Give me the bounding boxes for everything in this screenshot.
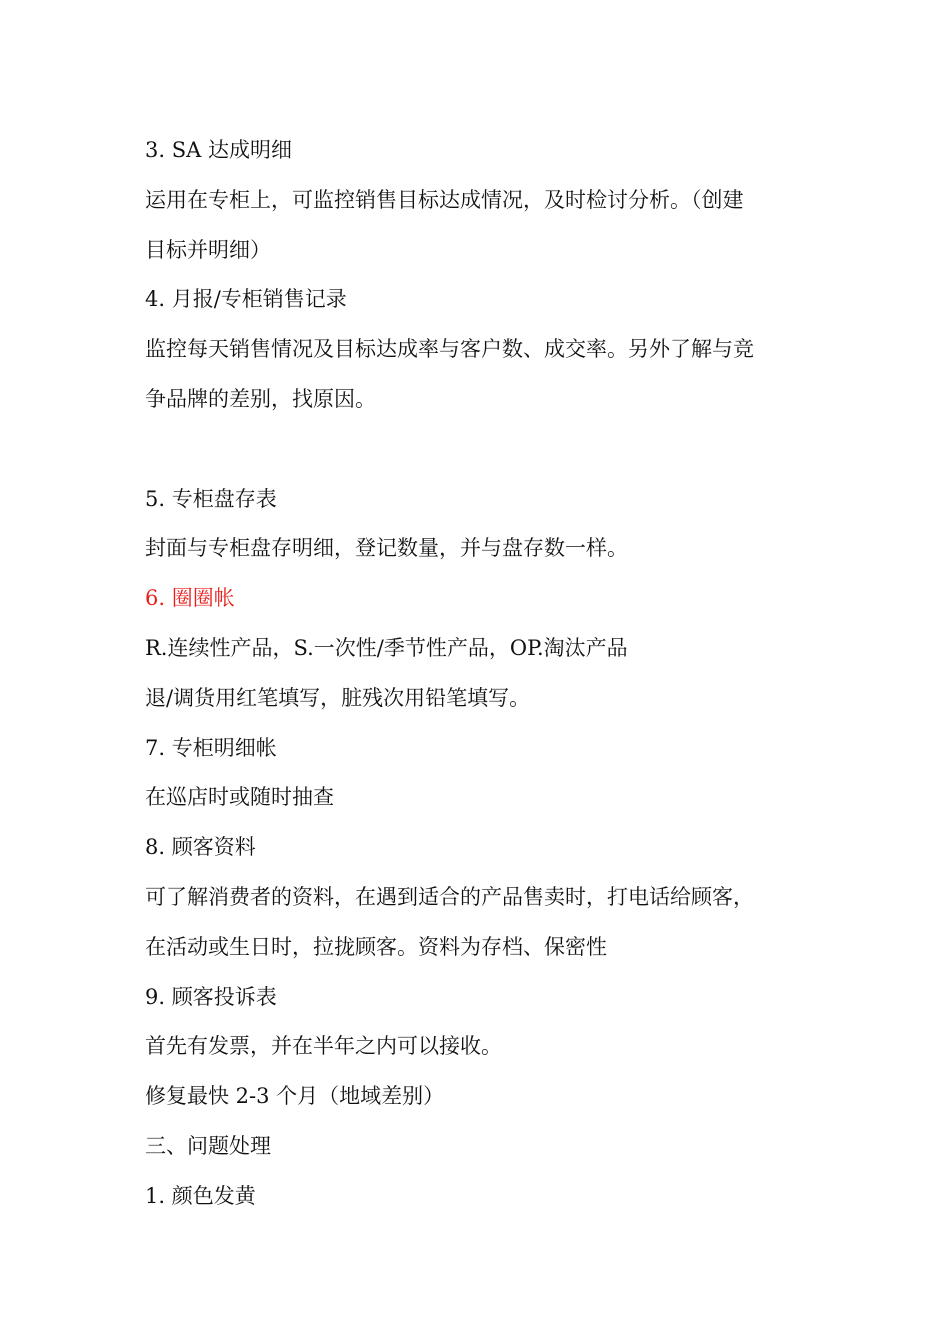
heading-monthly-report: 4. 月报/专柜销售记录 (145, 287, 347, 312)
heading-inventory-table: 5. 专柜盘存表 (145, 486, 277, 511)
blank-line (145, 427, 825, 477)
heading-sa-achievement-detail: 3. SA 达成明细 (145, 138, 292, 162)
heading-counter-detail-ledger: 7. 专柜明细帐 (145, 735, 277, 760)
paragraph-line: 封面与专柜盘存明细，登记数量，并与盘存数一样。 (145, 536, 628, 561)
paragraph-line: 修复最快 2-3 个月（地域差别） (145, 1084, 445, 1109)
paragraph-line: 监控每天销售情况及目标达成率与客户数、成交率。另外了解与竞 (145, 337, 754, 362)
paragraph-line: 可了解消费者的资料，在遇到适合的产品售卖时，打电话给顾客， (145, 884, 754, 909)
paragraph-line: 目标并明细） (145, 237, 271, 262)
paragraph-line: 首先有发票，并在半年之内可以接收。 (145, 1034, 502, 1059)
paragraph-line: 退/调货用红笔填写，脏残次用铅笔填写。 (145, 685, 531, 710)
document-body (145, 128, 825, 1224)
heading-complaint-form: 9. 顾客投诉表 (145, 984, 277, 1009)
paragraph-line: 争品牌的差别，找原因。 (145, 386, 376, 411)
paragraph-line: R.连续性产品，S.一次性/季节性产品，OP.淘汰产品 (145, 635, 628, 660)
paragraph-line: 在巡店时或随时抽查 (145, 785, 334, 810)
section-heading-problem-handling: 三、问题处理 (145, 1133, 271, 1158)
paragraph-line: 在活动或生日时，拉拢顾客。资料为存档、保密性 (145, 934, 607, 959)
paragraph-line: 运用在专柜上，可监控销售目标达成情况，及时检讨分析。（创建 (145, 187, 744, 212)
heading-customer-info: 8. 顾客资料 (145, 835, 256, 860)
heading-circle-ledger: 6. 圈圈帐 (145, 586, 235, 611)
list-item-color-yellowing: 1. 颜色发黄 (145, 1183, 256, 1208)
